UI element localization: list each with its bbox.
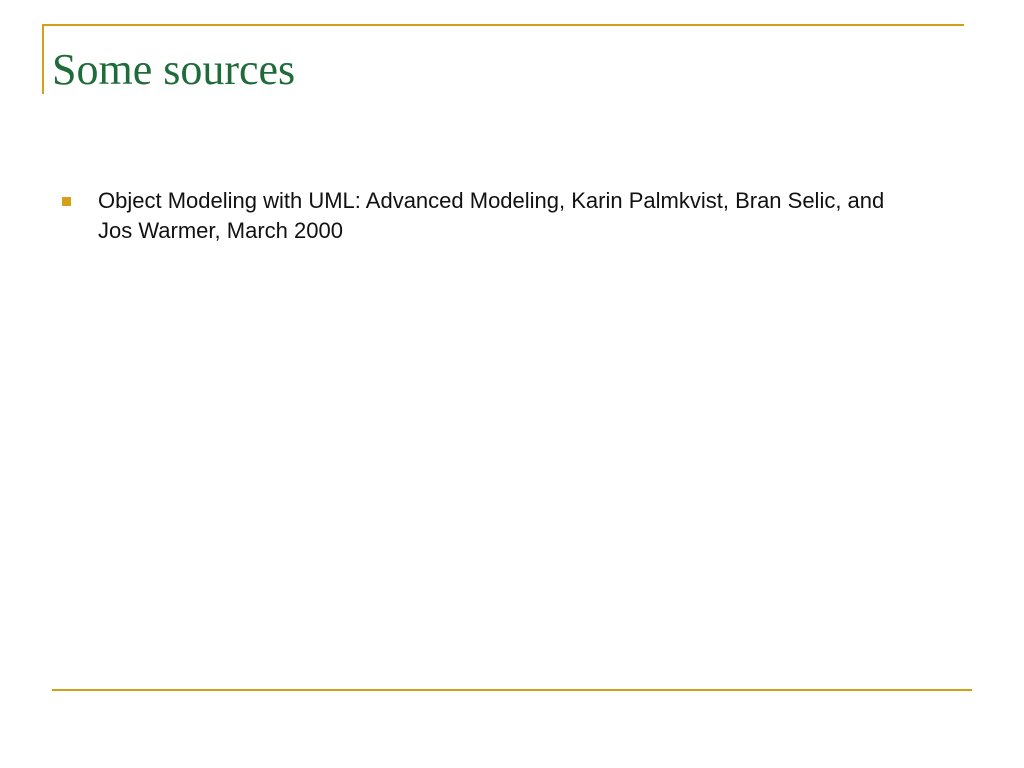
bullet-list [62, 186, 892, 246]
left-rule [42, 24, 44, 94]
bullet-text: Object Modeling with UML: Advanced Modeling, Karin Palmkvist, Bran Selic, and Jos Warmer, March 2000 [98, 188, 885, 243]
top-rule [42, 24, 964, 26]
slide-title: Some sources [52, 45, 296, 94]
bottom-rule [52, 689, 972, 691]
square-bullet-icon [62, 197, 71, 206]
list-item [62, 186, 892, 246]
